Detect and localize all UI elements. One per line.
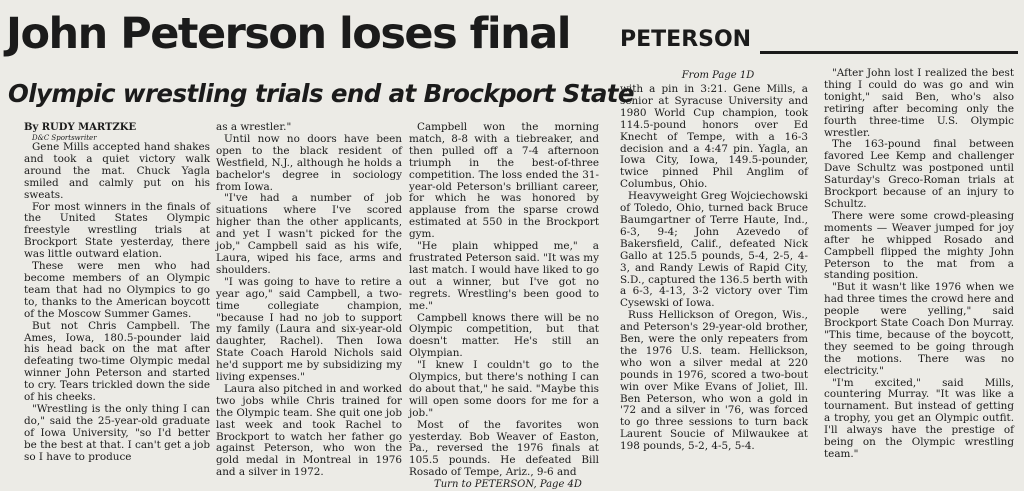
column-1-paragraph: These were men who had become members of an Olympic team that had no Olympics to go to, thanks to the American boycott of the Moscow Summer Games. (24, 260, 210, 320)
column-2-paragraph: Until now no doors have been open to the black resident of Westfield, N.J., although he holds a bachelor's degree in sociology from Iowa. (216, 132, 402, 193)
column-3-paragraph: "He plain whipped me," a frustrated Peterson said. "It was my last match. I would have liked to go out a winner, but I've got no regrets. Wrestling's been good to me." (409, 240, 599, 312)
column-3-paragraph: Most of the favorites won yesterday. Bob Weaver of Easton, Pa., reversed the 1976 finals at 105.5 pounds. He defeated Bill Rosado of Tempe, Ariz., 9-6 and (409, 418, 599, 479)
column-1-paragraph: "Wrestling is the only thing I can do," said the 25-year-old graduate of Iowa University, "so I'd better be the best at that. I can't get a job so I have to produce (24, 402, 210, 463)
column-1-paragraph: For most winners in the finals of the United States Olympic freestyle wrestling trials at Brockport State yesterday, there was little outward elation. (24, 200, 210, 261)
byline: By RUDY MARTZKE (24, 122, 137, 133)
column-2-paragraph: as a wrestler." (216, 121, 292, 133)
deck-subheadline: Olympic wrestling trials end at Brockport State (8, 79, 634, 108)
column-2-paragraph: Laura also pitched in and worked two jobs while Chris trained for the Olympic team. She quit one job last week and took Rachel to Brockport to watch her father go against Peterson, who won the gold medal in Montreal in 1976 and a silver in 1972. (216, 382, 402, 479)
article-column-3 (409, 121, 599, 491)
jump-header (620, 22, 1020, 62)
column-1-paragraph: Gene Mills accepted hand shakes and took a quiet victory walk around the mat. Chuck Yagla smiled and calmly put on his sweats. (24, 141, 210, 201)
column-2-paragraph: "I was going to have to retire a year ago," said Campbell, a two-time collegiate champion, "because I had no job to support my family (Laura and six-year-old daughter, Rachel). Then Iowa State Coach Harold Nichols said he'd support me by subsidizing my living expenses." (216, 275, 402, 384)
column-5-paragraph: "But it wasn't like 1976 when we had three times the crowd here and people were yelling," said Brockport State Coach Don Murray. "This time, because of the boycott, they seemed to be going through the motions. There was no electricity." (824, 281, 1014, 377)
article-column-2 (216, 121, 402, 479)
jump-header-title: PETERSON (620, 27, 752, 52)
column-3-paragraph: Campbell knows there will be no Olympic competition, but that doesn't matter. He's still an Olympian. (409, 311, 599, 360)
column-4-paragraph: Heavyweight Greg Wojciechowski of Toledo, Ohio, turned back Bruce Baumgartner of Terre Haute, Ind., 6-3, 9-4; John Azevedo of Bakersfield, Calif., defeated Nick Gallo at 125.5 pounds, 5-4, 2-5, 4-3, and Randy Lewis of Rapid City, S.D., captured the 136.5 berth with a 6-3, 4-13, 3-2 victory over Tim Cysewski of Iowa. (620, 190, 808, 310)
article-column-5 (824, 67, 1014, 460)
column-5-paragraph: "After John lost I realized the best thing I could do was go and win tonight," said Ben, who's also retiring after becoming only the fourth three-time U.S. Olympic wrestler. (824, 67, 1014, 139)
continued-from-line: From Page 1D (681, 70, 755, 81)
column-3-paragraph: "I knew I couldn't go to the Olympics, but there's nothing I can do about that," he said. "Maybe this will open some doors for me for a job." (409, 359, 599, 419)
article-column-4 (620, 68, 808, 453)
column-5-paragraph: The 163-pound final between favored Lee Kemp and challenger Dave Schultz was postponed until Saturday's Greco-Roman trials at Brockport because of an injury to Schultz. (824, 138, 1014, 210)
column-5-paragraph: "I'm excited," said Mills, countering Murray. "It was like a tournament. But instead of getting a trophy, you get an Olympic outfit. I'll always have the prestige of being on the Olympic wrestling team." (824, 376, 1014, 460)
article-column-1 (24, 122, 210, 463)
column-5-paragraph: There were some crowd-pleasing moments — Weaver jumped for joy after he whipped Rosado and Campbell flipped the mighty John Peterson to the mat from a standing position. (824, 209, 1014, 282)
column-1-paragraph: But not Chris Campbell. The Ames, Iowa, 180.5-pounder laid his head back on the mat after defeating two-time Olympic medal winner John Peterson and started to cry. Tears trickled down the side of his cheeks. (24, 319, 210, 404)
headline: John Peterson loses final (6, 9, 570, 59)
column-4-paragraph: Russ Hellickson of Oregon, Wis., and Peterson's 29-year-old brother, Ben, were the only repeaters from the 1976 U.S. team. Hellickson, who won a silver medal at 220 pounds in 1976, scored a two-bout win over Mike Evans of Joliet, Ill. Ben Peterson, who won a gold in '72 and a silver in '76, was forced to go three sessions to turn back Laurent Soucie of Milwaukee at 198 pounds, 5-2, 4-5, 5-4. (620, 309, 808, 453)
column-4-paragraph: with a pin in 3:21. Gene Mills, a senior at Syracuse University and 1980 World Cup champion, took 114.5-pound honors over Ed Knecht of Tempe, with a 16-3 decision and a 4:47 pin. Yagla, an Iowa City, Iowa, 149.5-pounder, twice pinned Phil Anglim of Columbus, Ohio. (620, 83, 808, 191)
continued-to-line: Turn to PETERSON, Page 4D (434, 479, 582, 491)
jump-header-rule (760, 51, 1018, 54)
column-3-paragraph: Campbell won the morning match, 8-8 with a tiebreaker, and then pulled off a 7-4 afternoon triumph in the best-of-three competition. The loss ended the 31-year-old Peterson's brilliant career, for which he was honored by applause from the sparse crowd estimated at 550 in the Brockport gym. (409, 121, 599, 241)
byline-credit: D&C Sportswriter (32, 134, 97, 142)
column-2-paragraph: "I've had a number of job situations where I've scored higher than the other applicants, and yet I wasn't picked for the job," Campbell said as his wife, Laura, wiped his face, arms and shoulders. (216, 192, 402, 276)
